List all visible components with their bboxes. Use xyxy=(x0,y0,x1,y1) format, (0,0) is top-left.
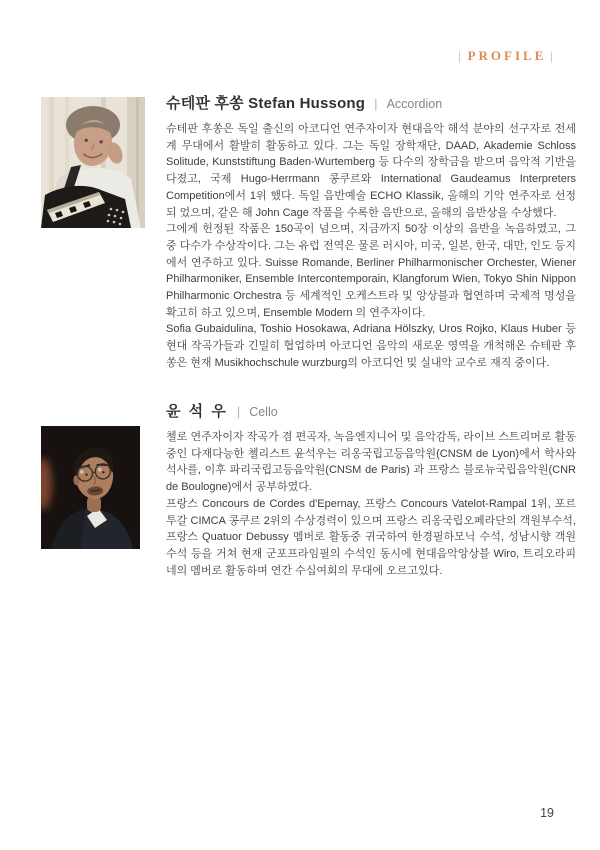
profile-section-stefan-hussong xyxy=(166,92,576,372)
section-label-text: PROFILE xyxy=(467,48,547,63)
profile-bio xyxy=(166,121,576,372)
page-section-label xyxy=(454,48,560,64)
artist-name: 슈테판 후쏭 Stefan Hussong xyxy=(166,95,366,112)
right-bar: | xyxy=(550,48,556,63)
bio-paragraph: 프랑스 Concours de Cordes d'Epernay, 프랑스 Concours Vatelot-Rampal 1위, 포르투갈 CIMCA 콩쿠르 2위의 수상경력이 있으며 프랑스 리옹국립오페라단의 객원부수석, 프랑스 Quatuor Debussy 멤버로 활동중 귀국하여 한경필하모닉 수석, 성남시향 객원 수석 등을 거쳐 현재 군포프라임필의 수석인 동시에 현대음악앙상블 Wiro, 트리오라피네의 멤버로 활동하며 연간 수십여회의 무대에 오르고있다. xyxy=(166,497,576,577)
left-bar: | xyxy=(457,48,464,63)
page-number: 19 xyxy=(540,806,554,820)
bio-paragraph: 슈테판 후쏭은 독일 출신의 아코디언 연주자이자 현대음악 해석 분야의 선구자로 전세계 무대에서 활발히 활동하고 있다. 그는 독일 장학재단, DAAD, Akademie Schloss Solitude, Kunststiftung Baden-Wurtemberg 등 다수의 장학금을 받으며 음악적 기반을 다졌고, 국제 Hugo-Herrmann 콩쿠르와 International Gaudeamus Interpreters Competition에서 1위 했다. 독일 음반예술 ECHO Klassik, 올해의 기악 연주자로 선정되 었으며, 같은 해 John Cage 작품을 수록한 음반으로, 올해의 음반상을 수상했다. xyxy=(166,123,576,219)
profile-heading xyxy=(166,92,576,113)
bio-paragraph: 첼로 연주자이자 작곡가 겸 편곡자, 녹음엔지니어 및 음악감독, 라이브 스트리머로 활동중인 다재다능한 첼리스트 윤석우는 리옹국립고등음악원(CNSM de Lyon)에서 학사와 석사를, 이후 파리국립고등음악원(CNSM de Paris) 과 프랑스 블로뉴국립음악원(CNR de Boulogne)에서 공부하였다. xyxy=(166,431,576,494)
heading-separator: | xyxy=(374,96,378,111)
profile-section-yoon-seok-woo xyxy=(166,400,576,579)
artist-instrument: Cello xyxy=(249,405,278,419)
bio-paragraph: 그에게 헌정된 작품은 150곡이 넘으며, 지금까지 50장 이상의 음반을 녹음하였고, 그 중 다수가 수상작이다. 그는 유럽 전역은 물론 러시아, 미국, 일본, 한국, 대만, 인도 등지에서 연주하고 있다. Suisse Romande, Berliner Philharmonischer Orchester, Wiener Philharmoniker, Ensemble Intercontemporain, Klangforum Wien, Tokyo Shin Nippon Philharmonic Orchestra 등 세계적인 오케스트라 및 앙상블과 협연하며 국제적 명성을 확고히 하고 있으며, Ensemble Modern 의 연주자이다. xyxy=(166,223,576,319)
heading-separator: | xyxy=(236,404,241,419)
artist-photo-yoon-seok-woo xyxy=(41,426,140,549)
profile-heading xyxy=(166,400,576,421)
artist-photo-stefan-hussong xyxy=(41,97,145,228)
bio-paragraph: Sofia Gubaidulina, Toshio Hosokawa, Adriana Hölszky, Uros Rojko, Klaus Huber 등 현대 작곡가들과 긴밀히 협업하며 아코디언 음악의 새로운 영역을 개척해온 슈테판 후쏭은 현재 Musikhochschule wurzburg의 아코디언 및 실내악 교수로 재직 중이다. xyxy=(166,323,576,369)
artist-name: 윤 석 우 xyxy=(166,403,228,420)
profile-bio xyxy=(166,429,576,579)
artist-instrument: Accordion xyxy=(386,97,443,111)
